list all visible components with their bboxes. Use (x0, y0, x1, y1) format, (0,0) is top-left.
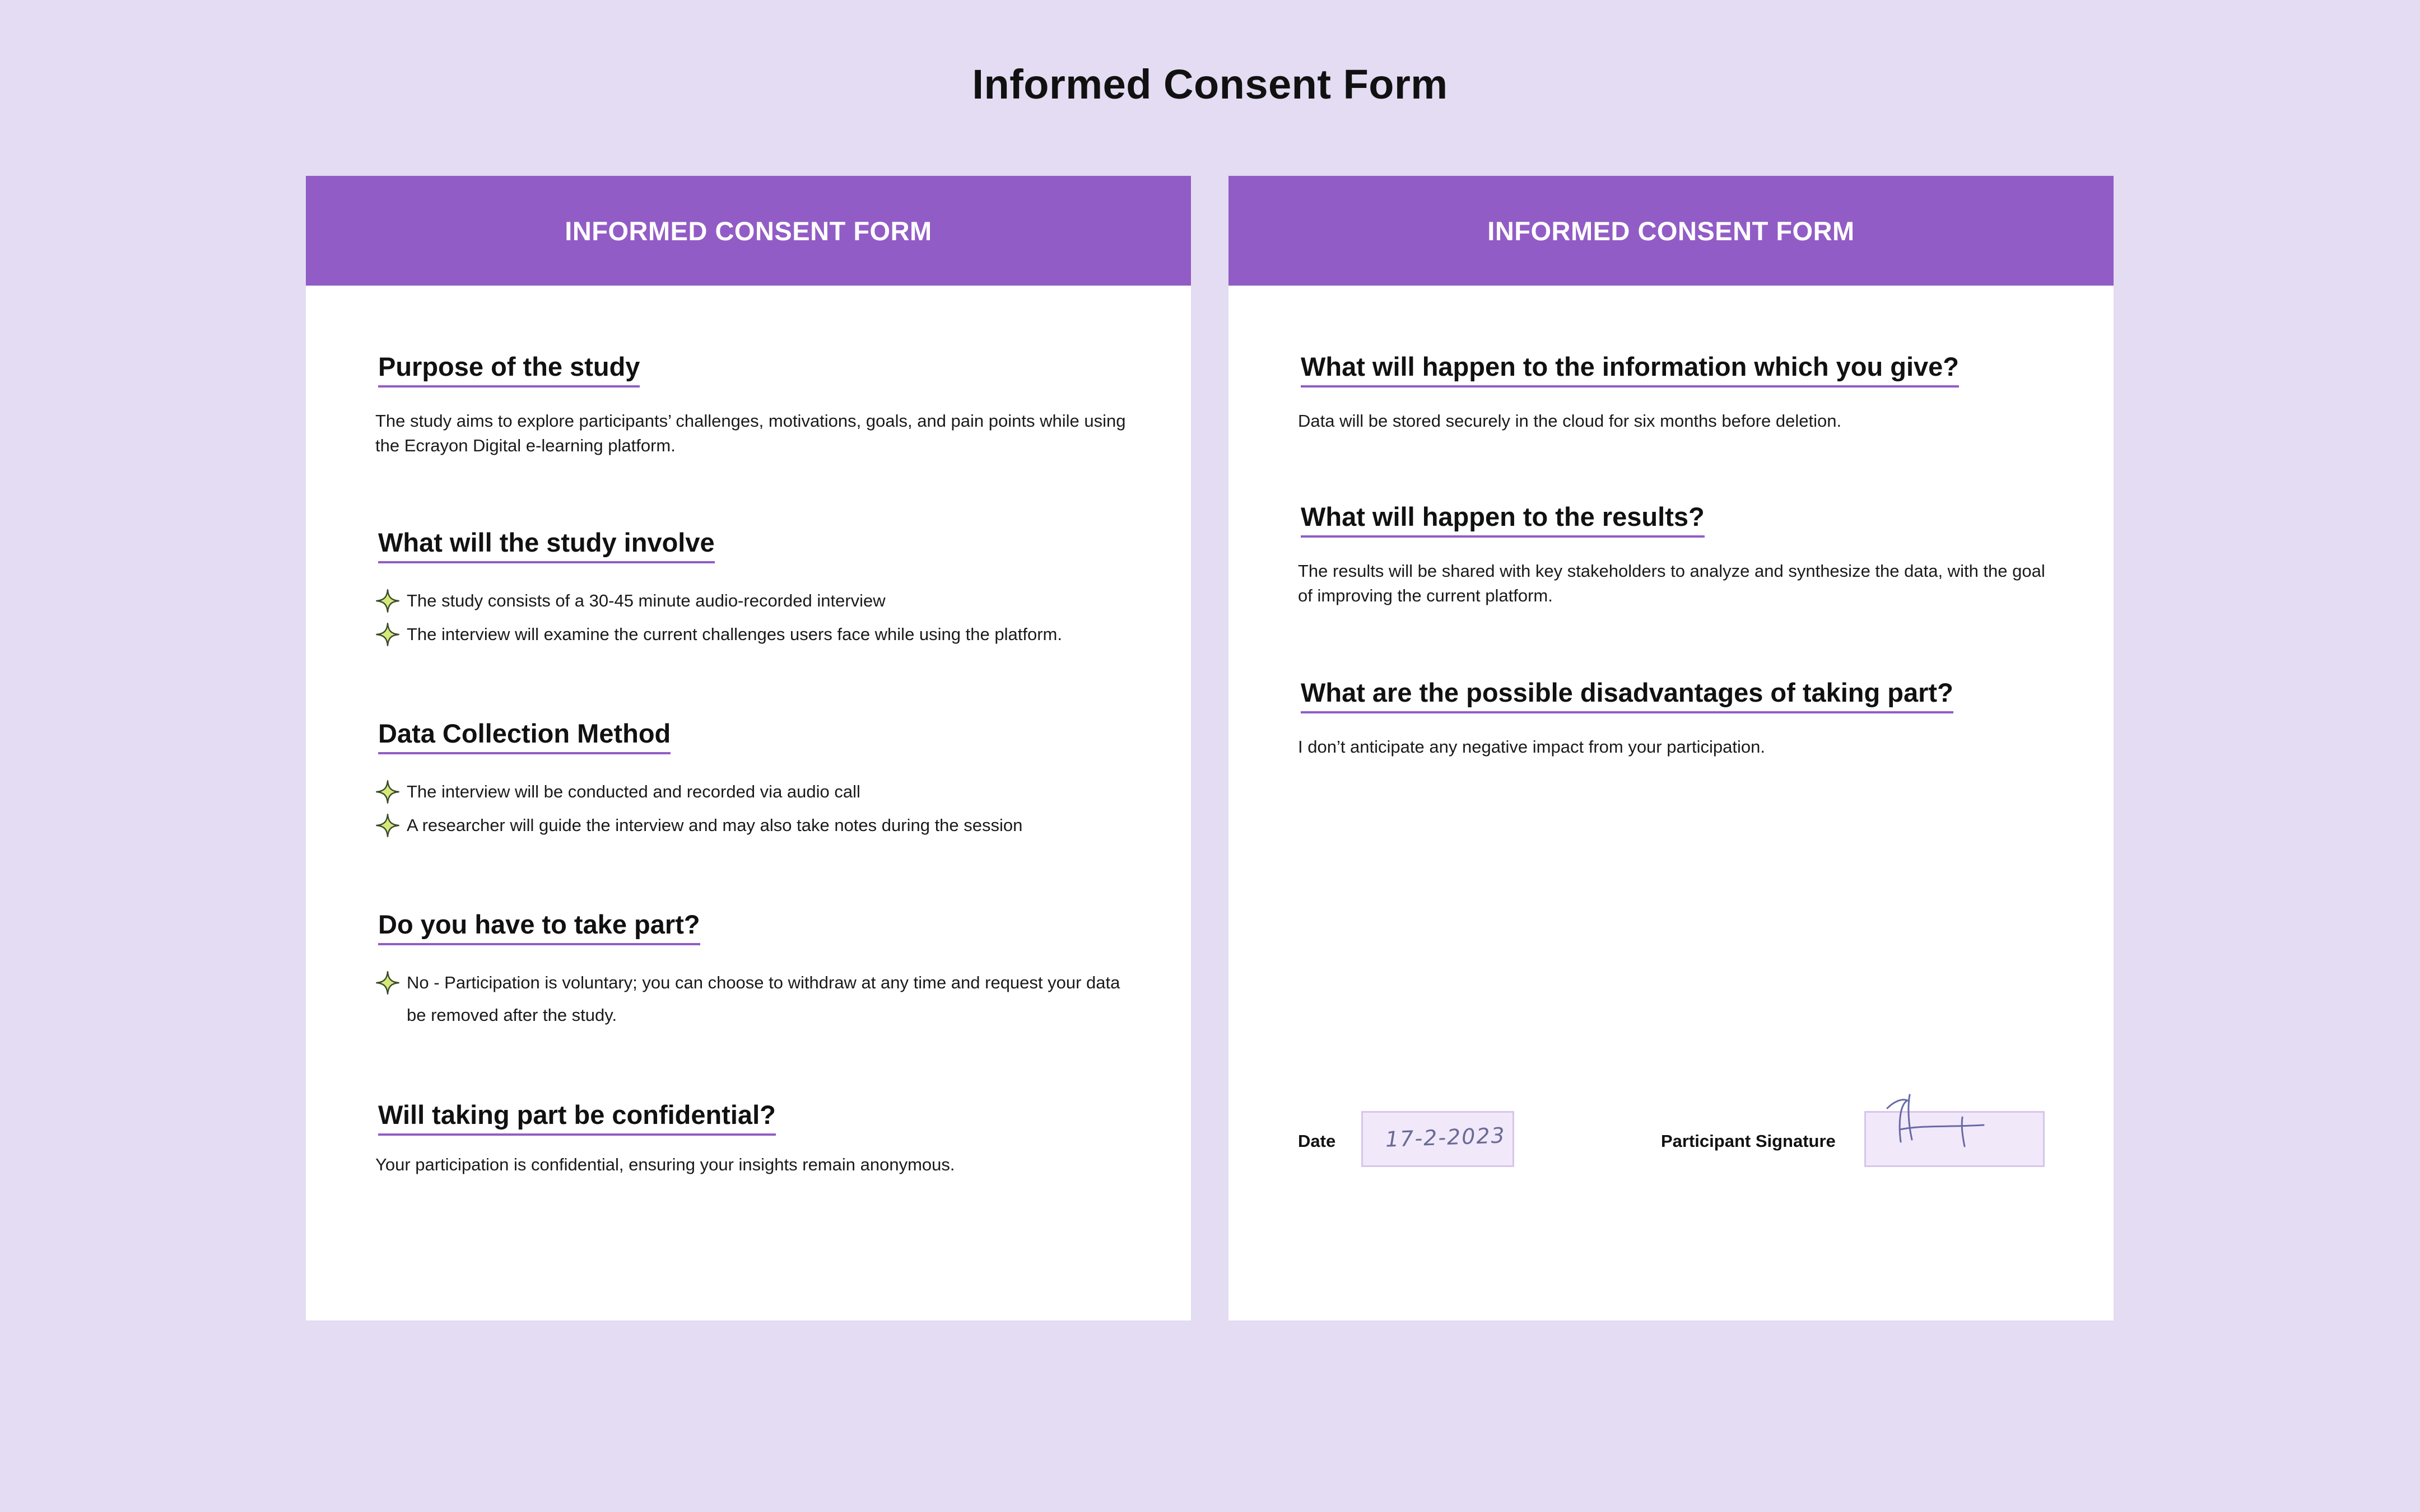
list-item (375, 776, 1141, 808)
list-item (375, 618, 1141, 651)
section-results (1298, 502, 2063, 608)
section-text: Your participation is confidential, ensuring your insights remain anonymous. (375, 1155, 955, 1175)
list-item (375, 585, 1141, 617)
four-point-star-icon (375, 780, 400, 804)
date-field[interactable] (1361, 1111, 1514, 1167)
bullet-text: The interview will examine the current challenges users face while using the platform. (407, 624, 1062, 645)
signature-field[interactable] (1864, 1111, 2045, 1167)
section-heading: What will happen to the information which you give? (1301, 352, 1959, 388)
section-text: I don’t anticipate any negative impact from your participation. (1298, 737, 1766, 757)
four-point-star-icon (375, 622, 400, 647)
card-header: INFORMED CONSENT FORM (306, 176, 1191, 286)
bullet-text: A researcher will guide the interview and may also take notes during the session (407, 815, 1023, 836)
section-heading: Will taking part be confidential? (378, 1100, 776, 1136)
section-data-collection (375, 718, 1141, 842)
section-heading: What are the possible disadvantages of taking part? (1301, 678, 1953, 713)
section-text: Data will be stored securely in the cloud for six months before deletion. (1298, 411, 1842, 431)
section-take-part (375, 909, 1141, 1032)
section-text: The study aims to explore participants’ challenges, motivations, goals, and pain points while using the Ecrayon Digital e-learning platform. (375, 411, 1126, 456)
four-point-star-icon (375, 970, 400, 995)
bullet-list (375, 776, 1141, 842)
section-purpose (375, 352, 1141, 458)
four-point-star-icon (375, 813, 400, 838)
section-study-involve (375, 528, 1141, 651)
section-confidential (375, 1100, 1141, 1177)
consent-card-left (306, 176, 1191, 1320)
signature-row (1298, 1111, 2044, 1173)
section-information (1298, 352, 2063, 433)
bullet-text: The study consists of a 30-45 minute audio-recorded interview (407, 591, 886, 611)
four-point-star-icon (375, 589, 400, 613)
section-heading: What will happen to the results? (1301, 502, 1705, 538)
date-value: 17-2-2023 (1385, 1123, 1506, 1152)
section-text: The results will be shared with key stakeholders to analyze and synthesize the data, with the goal of improving the current platform. (1298, 561, 2045, 606)
section-heading: Data Collection Method (378, 718, 671, 754)
list-item (375, 967, 1141, 1032)
list-item (375, 809, 1141, 842)
bullet-text: The interview will be conducted and recorded via audio call (407, 782, 860, 802)
section-heading: What will the study involve (378, 528, 715, 563)
bullet-list (375, 585, 1141, 651)
handwritten-signature (1877, 1090, 2000, 1163)
bullet-list (375, 967, 1141, 1032)
section-heading: Do you have to take part? (378, 909, 700, 945)
bullet-text: No - Participation is voluntary; you can choose to withdraw at any time and request your data be removed after the study. (407, 973, 1120, 1025)
section-heading: Purpose of the study (378, 352, 640, 388)
signature-label: Participant Signature (1661, 1131, 1836, 1151)
page-title: Informed Consent Form (972, 61, 1448, 108)
consent-card-right (1228, 176, 2114, 1320)
card-header: INFORMED CONSENT FORM (1228, 176, 2114, 286)
date-label: Date (1298, 1131, 1336, 1151)
section-disadvantages (1298, 678, 2063, 759)
